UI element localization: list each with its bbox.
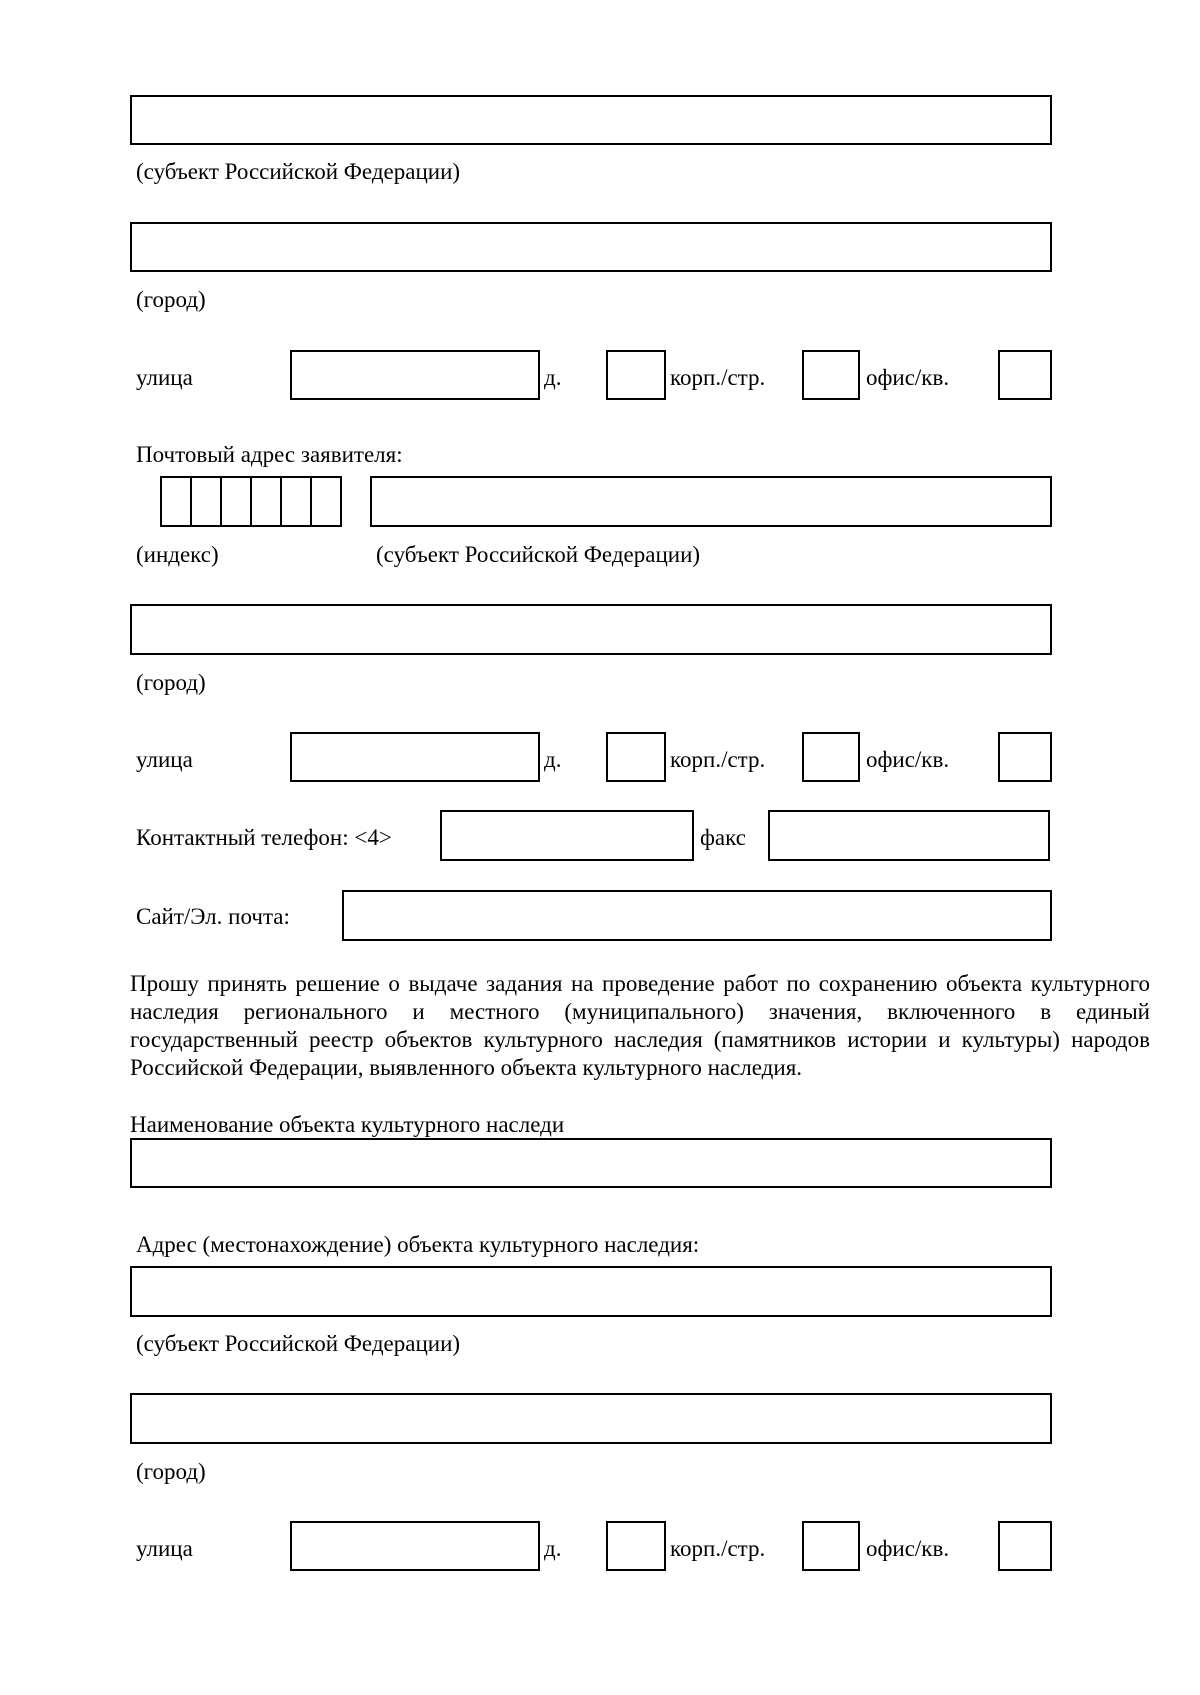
postal-city-field[interactable]	[130, 604, 1052, 655]
request-paragraph	[130, 970, 1150, 1082]
legal-subject-field[interactable]	[130, 95, 1052, 145]
phone-label: Контактный телефон: <4>	[136, 825, 392, 850]
object-building-field[interactable]	[802, 1521, 860, 1571]
postal-subject-label: (субъект Российской Федерации)	[376, 542, 701, 567]
legal-building-label: корп./стр.	[670, 365, 766, 390]
legal-subject-label: (субъект Российской Федерации)	[136, 159, 461, 184]
index-cell[interactable]	[192, 478, 222, 525]
postal-building-field[interactable]	[802, 732, 860, 782]
object-building-label: корп./стр.	[670, 1536, 766, 1561]
object-city-label: (город)	[136, 1459, 206, 1484]
site-email-field[interactable]	[342, 890, 1052, 941]
object-subject-field[interactable]	[130, 1266, 1052, 1317]
object-office-label: офис/кв.	[866, 1536, 950, 1561]
object-address-heading: Адрес (местонахождение) объекта культурного наследия:	[136, 1232, 700, 1257]
fax-field[interactable]	[768, 810, 1050, 861]
legal-street-label: улица	[136, 365, 193, 390]
postal-office-field[interactable]	[998, 732, 1052, 782]
postal-house-label: д.	[544, 747, 562, 772]
legal-office-label: офис/кв.	[866, 365, 950, 390]
object-house-label: д.	[544, 1536, 562, 1561]
postal-street-label: улица	[136, 747, 193, 772]
postal-street-field[interactable]	[290, 732, 540, 782]
index-cell[interactable]	[252, 478, 282, 525]
object-name-field[interactable]	[130, 1138, 1052, 1188]
site-email-label: Сайт/Эл. почта:	[136, 904, 290, 929]
legal-city-field[interactable]	[130, 222, 1052, 272]
postal-address-heading: Почтовый адрес заявителя:	[136, 442, 403, 467]
legal-building-field[interactable]	[802, 350, 860, 400]
fax-label: факс	[700, 825, 746, 850]
index-cell[interactable]	[282, 478, 312, 525]
legal-city-label: (город)	[136, 287, 206, 312]
request-text: Прошу принять решение о выдаче задания на проведение работ по сохранению объекта культурного наследия регионального и местного (муниципального) значения, включенного в единый государственный реестр объектов культурного наследия (памятников истории и культуры) народов Российской Федерации, выявленного объекта культурного наследия.	[130, 971, 1150, 1080]
object-city-field[interactable]	[130, 1393, 1052, 1444]
phone-field[interactable]	[440, 810, 694, 861]
object-subject-label: (субъект Российской Федерации)	[136, 1331, 461, 1356]
object-office-field[interactable]	[998, 1521, 1052, 1571]
object-street-field[interactable]	[290, 1521, 540, 1571]
postal-subject-field[interactable]	[370, 476, 1052, 527]
postal-city-label: (город)	[136, 670, 206, 695]
legal-house-field[interactable]	[606, 350, 666, 400]
legal-street-field[interactable]	[290, 350, 540, 400]
postal-house-field[interactable]	[606, 732, 666, 782]
legal-office-field[interactable]	[998, 350, 1052, 400]
index-cell[interactable]	[222, 478, 252, 525]
postal-index-label: (индекс)	[136, 542, 219, 567]
object-house-field[interactable]	[606, 1521, 666, 1571]
index-cell[interactable]	[162, 478, 192, 525]
index-cell[interactable]	[312, 478, 342, 525]
object-street-label: улица	[136, 1536, 193, 1561]
object-name-label: Наименование объекта культурного наследи	[130, 1112, 565, 1137]
postal-building-label: корп./стр.	[670, 747, 766, 772]
postal-office-label: офис/кв.	[866, 747, 950, 772]
postal-index-cells[interactable]	[160, 476, 342, 527]
legal-house-label: д.	[544, 365, 562, 390]
